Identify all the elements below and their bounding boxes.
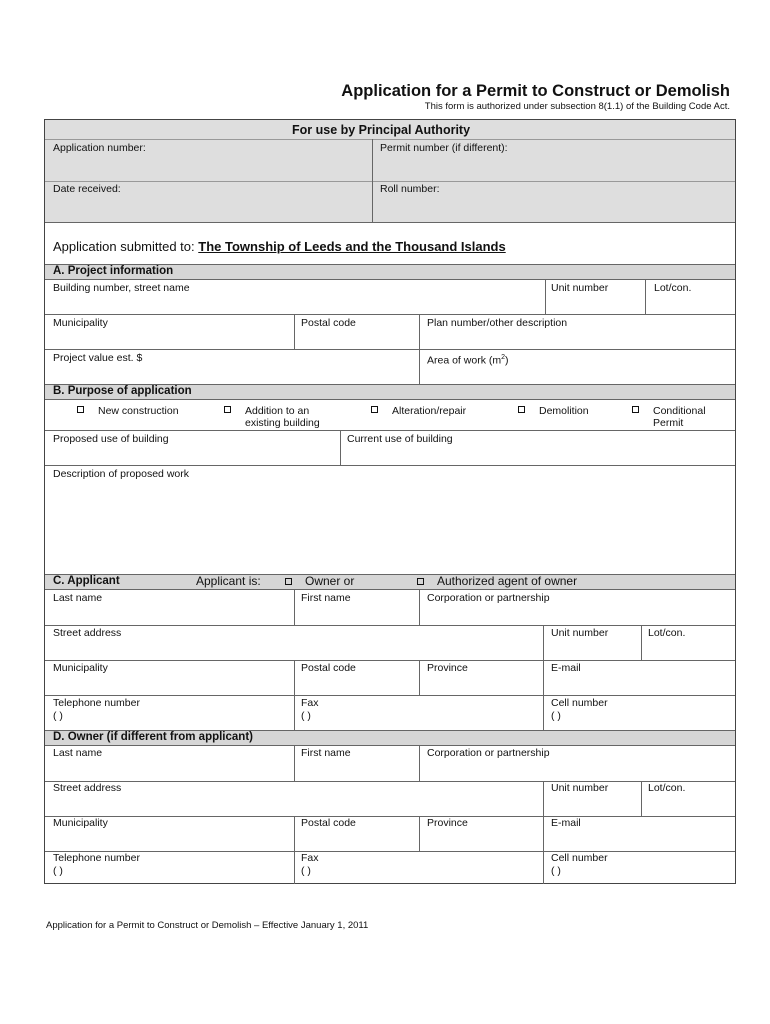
building-number-label: Building number, street name xyxy=(53,282,190,294)
project-value-label: Project value est. $ xyxy=(53,352,143,364)
owner-postal-label: Postal code xyxy=(301,817,356,829)
applicant-first-name-label: First name xyxy=(301,592,351,604)
submitted-to-prefix: Application submitted to: xyxy=(53,239,195,254)
applicant-municipality-label: Municipality xyxy=(53,662,108,674)
applicant-fax-label: Fax xyxy=(301,697,319,709)
owner-corporation-label: Corporation or partnership xyxy=(427,747,550,759)
applicant-unit-label: Unit number xyxy=(551,627,609,639)
submitted-to-recipient: The Township of Leeds and the Thousand Islands xyxy=(198,239,506,254)
conditional-permit-label-2: Permit xyxy=(653,417,684,429)
owner-lot-label: Lot/con. xyxy=(648,782,686,794)
applicant-fax-paren: ( ) xyxy=(301,710,311,722)
addition-label-2: existing building xyxy=(245,417,320,429)
owner-unit-label: Unit number xyxy=(551,782,609,794)
form-title: Application for a Permit to Construct or Demolish xyxy=(341,82,730,100)
unit-number-label: Unit number xyxy=(551,282,609,294)
applicant-is-label: Applicant is: xyxy=(196,574,261,588)
section-c-header xyxy=(45,574,735,590)
alteration-checkbox[interactable] xyxy=(371,406,378,413)
owner-fax-label: Fax xyxy=(301,852,319,864)
proposed-use-label: Proposed use of building xyxy=(53,433,169,445)
roll-number-label: Roll number: xyxy=(380,183,440,195)
applicant-province-label: Province xyxy=(427,662,468,674)
demolition-checkbox[interactable] xyxy=(518,406,525,413)
applicant-lot-label: Lot/con. xyxy=(648,627,686,639)
owner-label: Owner or xyxy=(305,574,355,588)
current-use-label: Current use of building xyxy=(347,433,453,445)
applicant-street-label: Street address xyxy=(53,627,122,639)
owner-province-label: Province xyxy=(427,817,468,829)
owner-first-name-label: First name xyxy=(301,747,351,759)
authority-heading: For use by Principal Authority xyxy=(292,123,471,137)
section-b-heading: B. Purpose of application xyxy=(53,385,192,397)
conditional-permit-checkbox[interactable] xyxy=(632,406,639,413)
owner-cell-paren: ( ) xyxy=(551,865,561,877)
owner-municipality-label: Municipality xyxy=(53,817,108,829)
lot-con-label: Lot/con. xyxy=(654,282,692,294)
demolition-label: Demolition xyxy=(539,405,589,417)
footer-text: Application for a Permit to Construct or Demolish – Effective January 1, 2011 xyxy=(46,920,369,931)
addition-checkbox[interactable] xyxy=(224,406,231,413)
section-c-heading: C. Applicant xyxy=(53,575,120,587)
section-d-heading: D. Owner (if different from applicant) xyxy=(53,731,253,743)
owner-last-name-label: Last name xyxy=(53,747,103,759)
owner-street-label: Street address xyxy=(53,782,122,794)
section-a-heading: A. Project information xyxy=(53,265,174,277)
permit-form xyxy=(44,119,736,884)
description-label: Description of proposed work xyxy=(53,468,189,480)
applicant-postal-label: Postal code xyxy=(301,662,356,674)
permit-number-label: Permit number (if different): xyxy=(380,142,508,154)
form-subtitle: This form is authorized under subsection 8(1.1) of the Building Code Act. xyxy=(424,101,730,112)
submitted-to-label xyxy=(53,240,506,254)
plan-number-label: Plan number/other description xyxy=(427,317,568,329)
agent-checkbox[interactable] xyxy=(417,578,424,585)
new-construction-label: New construction xyxy=(98,405,179,417)
conditional-permit-label-1: Conditional xyxy=(653,405,706,417)
addition-label-1: Addition to an xyxy=(245,405,310,417)
applicant-email-label: E-mail xyxy=(551,662,581,674)
applicant-corporation-label: Corporation or partnership xyxy=(427,592,550,604)
application-number-label: Application number: xyxy=(53,142,146,154)
new-construction-checkbox[interactable] xyxy=(77,406,84,413)
applicant-cell-paren: ( ) xyxy=(551,710,561,722)
applicant-telephone-label: Telephone number xyxy=(53,697,140,709)
owner-telephone-paren: ( ) xyxy=(53,865,63,877)
postal-code-label: Postal code xyxy=(301,317,356,329)
owner-email-label: E-mail xyxy=(551,817,581,829)
date-received-label: Date received: xyxy=(53,183,121,195)
owner-checkbox[interactable] xyxy=(285,578,292,585)
applicant-last-name-label: Last name xyxy=(53,592,103,604)
owner-telephone-label: Telephone number xyxy=(53,852,140,864)
owner-cell-label: Cell number xyxy=(551,852,608,864)
applicant-telephone-paren: ( ) xyxy=(53,710,63,722)
agent-label: Authorized agent of owner xyxy=(437,574,578,588)
area-of-work-label: Area of work $(m^2)$ xyxy=(427,354,509,367)
alteration-label: Alteration/repair xyxy=(392,405,467,417)
applicant-cell-label: Cell number xyxy=(551,697,608,709)
description-field[interactable] xyxy=(45,465,735,574)
owner-fax-paren: ( ) xyxy=(301,865,311,877)
municipality-label: Municipality xyxy=(53,317,108,329)
